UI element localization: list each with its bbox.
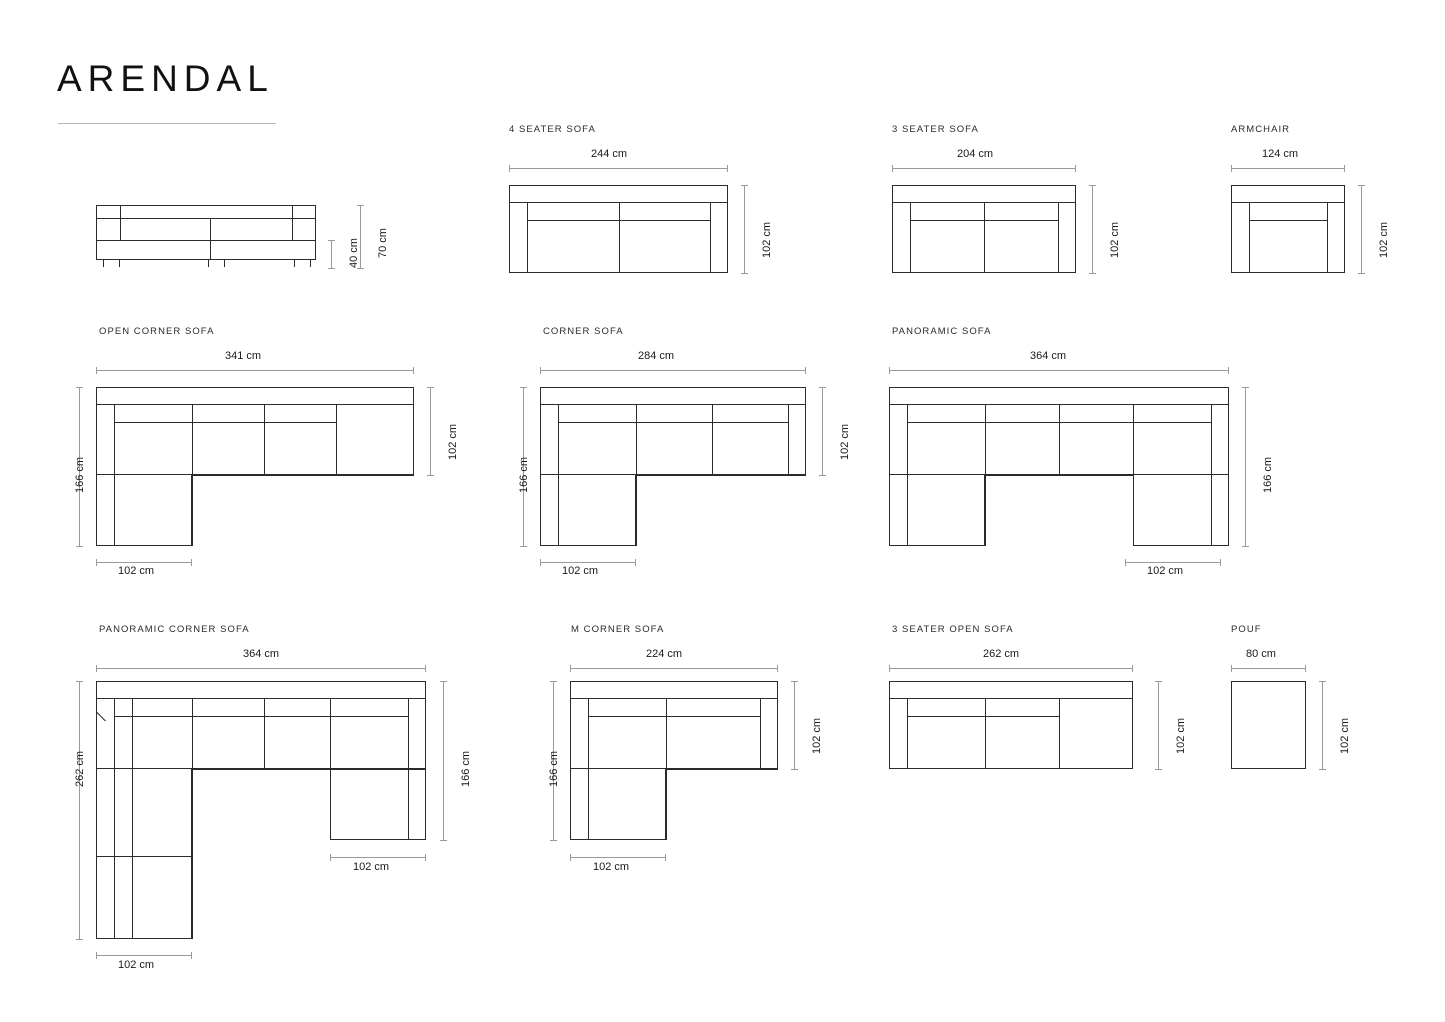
item-3-seater-open-backrest-line xyxy=(889,698,1133,699)
item-corner-depth-left-tick-top xyxy=(520,387,527,388)
side-view-leg-2 xyxy=(119,260,120,267)
item-corner-width-label: 284 cm xyxy=(638,350,675,362)
side-view-seat-height-label: 40 cm xyxy=(348,238,360,268)
item-panoramic-split-2 xyxy=(1059,404,1060,475)
item-3-seater-width-tick-right xyxy=(1075,165,1076,172)
item-corner-depth-left-label: 166 cm xyxy=(518,456,530,493)
item-3-seater-open-depth-tick-top xyxy=(1155,681,1162,682)
item-panoramic-arm-width-tick-right xyxy=(1220,559,1221,566)
item-panoramic-corner-front-line xyxy=(192,769,426,770)
side-view-leg-4 xyxy=(224,260,225,267)
item-m-corner-depth-left-tick-top xyxy=(550,681,557,682)
item-m-corner-width-line xyxy=(570,668,778,669)
item-panoramic-corner-width-line xyxy=(96,668,426,669)
item-panoramic-corner-arm-width-right-tick-left xyxy=(330,854,331,861)
item-3-seater-open-width-line xyxy=(889,668,1133,669)
item-panoramic-corner-outline-top xyxy=(96,681,426,769)
item-armchair-depth-line xyxy=(1361,185,1362,273)
item-4-seater-depth-label: 102 cm xyxy=(761,221,773,258)
side-view-leg-3 xyxy=(208,260,209,267)
item-4-seater-width-tick-left xyxy=(509,165,510,172)
item-panoramic-corner-sofa-title: PANORAMIC CORNER SOFA xyxy=(99,624,250,635)
item-m-corner-arm-right xyxy=(760,698,761,769)
item-3-seater-depth-label: 102 cm xyxy=(1109,221,1121,258)
item-m-corner-outline-leg xyxy=(570,769,666,840)
item-open-corner-split-2 xyxy=(264,404,265,475)
item-panoramic-width-line xyxy=(889,370,1229,371)
item-panoramic-corner-depth-right-label: 166 cm xyxy=(460,750,472,787)
item-panoramic-corner-arm-left xyxy=(114,698,115,939)
item-3-seater-open-sofa-title: 3 SEATER OPEN SOFA xyxy=(892,624,1014,635)
item-open-corner-split-3 xyxy=(336,404,337,475)
side-view-arm-left xyxy=(120,205,121,240)
item-open-corner-front-line xyxy=(192,475,414,476)
item-corner-arm-width-line xyxy=(540,562,636,563)
item-m-corner-depth-left-label: 166 cm xyxy=(548,750,560,787)
item-corner-arm-left xyxy=(558,404,559,546)
item-panoramic-corner-arm-width-right-label: 102 cm xyxy=(353,861,390,873)
item-3-seater-open-depth-label: 102 cm xyxy=(1175,717,1187,754)
item-3-seater-open-width-label: 262 cm xyxy=(983,648,1020,660)
item-panoramic-corner-backrest-line xyxy=(96,698,426,699)
item-panoramic-corner-depth-right-tick-bottom xyxy=(440,840,447,841)
item-corner-width-tick-left xyxy=(540,367,541,374)
item-3-seater-sofa-title: 3 SEATER SOFA xyxy=(892,124,979,135)
item-m-corner-arm-width-tick-left xyxy=(570,854,571,861)
item-3-seater-width-line xyxy=(892,168,1076,169)
item-corner-depth-left-tick-bottom xyxy=(520,546,527,547)
brand-title: ARENDAL xyxy=(57,58,274,99)
item-panoramic-corner-depth-left-tick-bottom xyxy=(76,939,83,940)
side-view-leg-1 xyxy=(103,260,104,267)
item-panoramic-corner-split-1 xyxy=(192,698,193,939)
item-pouf-width-tick-left xyxy=(1231,665,1232,672)
item-m-corner-arm-width-line xyxy=(570,857,666,858)
item-pouf-depth-tick-bottom xyxy=(1319,769,1326,770)
item-open-corner-depth-left-tick-top xyxy=(76,387,83,388)
item-corner-depth-right-tick-bottom xyxy=(819,475,826,476)
item-3-seater-open-cushion-line xyxy=(907,716,1059,717)
item-armchair-width-tick-left xyxy=(1231,165,1232,172)
item-open-corner-arm-width-tick-left xyxy=(96,559,97,566)
item-panoramic-outline-leg-left xyxy=(889,475,985,546)
side-view-height-tick-top xyxy=(357,205,364,206)
item-pouf-width-line xyxy=(1231,668,1306,669)
item-m-corner-depth-left-tick-bottom xyxy=(550,840,557,841)
item-panoramic-arm-left xyxy=(907,404,908,546)
item-corner-depth-right-line xyxy=(822,387,823,475)
side-view-seat-line xyxy=(96,240,316,241)
side-view-seat-height-tick-bottom xyxy=(328,268,335,269)
side-view-leg-5 xyxy=(294,260,295,267)
item-panoramic-corner-leg-divider xyxy=(96,856,192,857)
item-3-seater-open-arm-left xyxy=(907,698,908,769)
item-panoramic-outline-leg-right xyxy=(1133,475,1229,546)
item-m-corner-sofa-title: M CORNER SOFA xyxy=(571,624,665,635)
brand-divider xyxy=(58,123,276,124)
item-open-corner-cushion-line xyxy=(114,422,336,423)
item-panoramic-corner-width-tick-right xyxy=(425,665,426,672)
item-armchair-width-label: 124 cm xyxy=(1262,148,1299,160)
item-panoramic-corner-arm-width-right-tick-right xyxy=(425,854,426,861)
item-open-corner-width-tick-right xyxy=(413,367,414,374)
item-open-corner-width-line xyxy=(96,370,414,371)
item-open-corner-arm-left xyxy=(114,404,115,546)
item-3-seater-arm-left xyxy=(910,202,911,273)
item-4-seater-sofa-title: 4 SEATER SOFA xyxy=(509,124,596,135)
item-panoramic-front-line xyxy=(985,475,1133,476)
item-panoramic-arm-width-line xyxy=(1125,562,1221,563)
item-panoramic-corner-outline-leg-left xyxy=(96,769,192,939)
item-4-seater-width-label: 244 cm xyxy=(591,148,628,160)
item-pouf-outline xyxy=(1231,681,1306,769)
item-panoramic-width-tick-right xyxy=(1228,367,1229,374)
item-m-corner-front-line xyxy=(666,769,778,770)
item-armchair-title: ARMCHAIR xyxy=(1231,124,1291,135)
item-panoramic-corner-cushion-line xyxy=(114,716,408,717)
item-armchair-width-line xyxy=(1231,168,1345,169)
side-view-seat-height-tick-top xyxy=(328,240,335,241)
item-4-seater-arm-left xyxy=(527,202,528,273)
item-corner-arm-width-label: 102 cm xyxy=(562,565,599,577)
item-corner-width-tick-right xyxy=(805,367,806,374)
item-panoramic-corner-depth-right-line xyxy=(443,681,444,840)
item-m-corner-outline-top xyxy=(570,681,778,769)
item-panoramic-width-tick-left xyxy=(889,367,890,374)
item-panoramic-sofa-title: PANORAMIC SOFA xyxy=(892,326,992,337)
item-m-corner-backrest-line xyxy=(570,698,778,699)
item-corner-arm-right xyxy=(788,404,789,475)
item-open-corner-arm-width-line xyxy=(96,562,192,563)
item-panoramic-depth-tick-bottom xyxy=(1242,546,1249,547)
item-4-seater-seat-split xyxy=(619,202,620,273)
item-3-seater-seat-split xyxy=(984,202,985,273)
item-open-corner-width-label: 341 cm xyxy=(225,350,262,362)
item-panoramic-corner-diagonal xyxy=(96,681,136,721)
item-corner-depth-right-label: 102 cm xyxy=(839,423,851,460)
item-pouf-width-tick-right xyxy=(1305,665,1306,672)
item-open-corner-depth-right-tick-top xyxy=(427,387,434,388)
side-view-seat-height-line xyxy=(331,240,332,268)
item-panoramic-corner-outline-leg-right xyxy=(330,769,426,840)
item-armchair-width-tick-right xyxy=(1344,165,1345,172)
item-pouf-depth-tick-top xyxy=(1319,681,1326,682)
item-panoramic-arm-right xyxy=(1211,404,1212,546)
item-pouf-title: POUF xyxy=(1231,624,1262,635)
item-panoramic-arm-width-label: 102 cm xyxy=(1147,565,1184,577)
item-corner-split-2 xyxy=(712,404,713,475)
item-3-seater-width-label: 204 cm xyxy=(957,148,994,160)
item-corner-cushion-line xyxy=(558,422,788,423)
item-pouf-width-label: 80 cm xyxy=(1246,648,1276,660)
item-3-seater-open-split-1 xyxy=(985,698,986,769)
item-pouf-depth-label: 102 cm xyxy=(1339,717,1351,754)
item-panoramic-corner-arm-width-left-label: 102 cm xyxy=(118,959,155,971)
item-panoramic-corner-depth-right-tick-top xyxy=(440,681,447,682)
item-pouf-depth-line xyxy=(1322,681,1323,769)
item-3-seater-width-tick-left xyxy=(892,165,893,172)
item-panoramic-corner-width-label: 364 cm xyxy=(243,648,280,660)
item-m-corner-depth-right-line xyxy=(794,681,795,769)
item-armchair-depth-tick-top xyxy=(1358,185,1365,186)
item-corner-depth-right-tick-top xyxy=(819,387,826,388)
item-panoramic-split-3 xyxy=(1133,404,1134,546)
item-panoramic-depth-tick-top xyxy=(1242,387,1249,388)
item-panoramic-corner-arm-width-left-line xyxy=(96,955,192,956)
item-m-corner-width-label: 224 cm xyxy=(646,648,683,660)
item-open-corner-sofa-title: OPEN CORNER SOFA xyxy=(99,326,215,337)
item-panoramic-corner-arm-left-inner xyxy=(132,698,133,939)
item-armchair-cushion-line xyxy=(1249,220,1328,221)
item-4-seater-depth-line xyxy=(744,185,745,273)
side-view-height-line xyxy=(360,205,361,268)
item-m-corner-depth-right-tick-bottom xyxy=(791,769,798,770)
item-4-seater-depth-tick-bottom xyxy=(741,273,748,274)
item-panoramic-corner-depth-left-tick-top xyxy=(76,681,83,682)
item-3-seater-open-width-tick-left xyxy=(889,665,890,672)
side-view-leg-6 xyxy=(310,260,311,267)
item-corner-outline-leg xyxy=(540,475,636,546)
item-3-seater-depth-tick-bottom xyxy=(1089,273,1096,274)
item-m-corner-width-tick-left xyxy=(570,665,571,672)
item-armchair-arm-left xyxy=(1249,202,1250,273)
item-open-corner-depth-left-label: 166 cm xyxy=(74,456,86,493)
item-3-seater-open-depth-tick-bottom xyxy=(1155,769,1162,770)
item-m-corner-arm-width-label: 102 cm xyxy=(593,861,630,873)
item-3-seater-open-depth-line xyxy=(1158,681,1159,769)
item-open-corner-depth-left-tick-bottom xyxy=(76,546,83,547)
item-m-corner-width-tick-right xyxy=(777,665,778,672)
item-panoramic-depth-line xyxy=(1245,387,1246,546)
item-open-corner-depth-right-tick-bottom xyxy=(427,475,434,476)
item-m-corner-depth-right-label: 102 cm xyxy=(811,717,823,754)
item-corner-arm-width-tick-right xyxy=(635,559,636,566)
item-open-corner-arm-width-tick-right xyxy=(191,559,192,566)
item-4-seater-width-tick-right xyxy=(727,165,728,172)
item-armchair-depth-tick-bottom xyxy=(1358,273,1365,274)
side-view-backrest xyxy=(96,205,316,219)
item-open-corner-backrest-line xyxy=(96,404,414,405)
item-corner-width-line xyxy=(540,370,806,371)
item-open-corner-outline-leg xyxy=(96,475,192,546)
item-panoramic-depth-label: 166 cm xyxy=(1262,456,1274,493)
item-3-seater-open-split-2 xyxy=(1059,698,1060,769)
side-view-height-label: 70 cm xyxy=(377,228,389,258)
item-corner-front-line xyxy=(636,475,806,476)
item-panoramic-corner-arm-width-left-tick-left xyxy=(96,952,97,959)
item-panoramic-arm-width-tick-left xyxy=(1125,559,1126,566)
item-panoramic-width-label: 364 cm xyxy=(1030,350,1067,362)
item-m-corner-arm-left xyxy=(588,698,589,840)
item-corner-outline-top xyxy=(540,387,806,475)
item-panoramic-corner-split-2 xyxy=(264,698,265,769)
item-m-corner-cushion-line xyxy=(588,716,760,717)
item-panoramic-corner-depth-left-label: 262 cm xyxy=(74,750,86,787)
item-4-seater-width-line xyxy=(509,168,728,169)
item-panoramic-corner-depth-left-line xyxy=(79,681,80,939)
item-corner-backrest-line xyxy=(540,404,806,405)
item-open-corner-width-tick-left xyxy=(96,367,97,374)
item-open-corner-depth-right-label: 102 cm xyxy=(447,423,459,460)
item-open-corner-depth-right-line xyxy=(430,387,431,475)
item-panoramic-corner-arm-width-right-line xyxy=(330,857,426,858)
item-corner-sofa-title: CORNER SOFA xyxy=(543,326,624,337)
item-3-seater-open-outline xyxy=(889,681,1133,769)
item-open-corner-arm-width-label: 102 cm xyxy=(118,565,155,577)
item-3-seater-depth-tick-top xyxy=(1089,185,1096,186)
item-4-seater-depth-tick-top xyxy=(741,185,748,186)
item-3-seater-depth-line xyxy=(1092,185,1093,273)
side-view-arm-right xyxy=(292,205,293,240)
item-panoramic-corner-width-tick-left xyxy=(96,665,97,672)
item-4-seater-arm-right xyxy=(710,202,711,273)
item-3-seater-open-width-tick-right xyxy=(1132,665,1133,672)
item-corner-arm-width-tick-left xyxy=(540,559,541,566)
item-m-corner-arm-width-tick-right xyxy=(665,854,666,861)
item-m-corner-depth-right-tick-top xyxy=(791,681,798,682)
item-panoramic-corner-arm-width-left-tick-right xyxy=(191,952,192,959)
item-armchair-arm-right xyxy=(1327,202,1328,273)
item-3-seater-arm-right xyxy=(1058,202,1059,273)
item-open-corner-outline-top xyxy=(96,387,414,475)
side-view-height-tick-bottom xyxy=(357,268,364,269)
item-armchair-depth-label: 102 cm xyxy=(1378,221,1390,258)
